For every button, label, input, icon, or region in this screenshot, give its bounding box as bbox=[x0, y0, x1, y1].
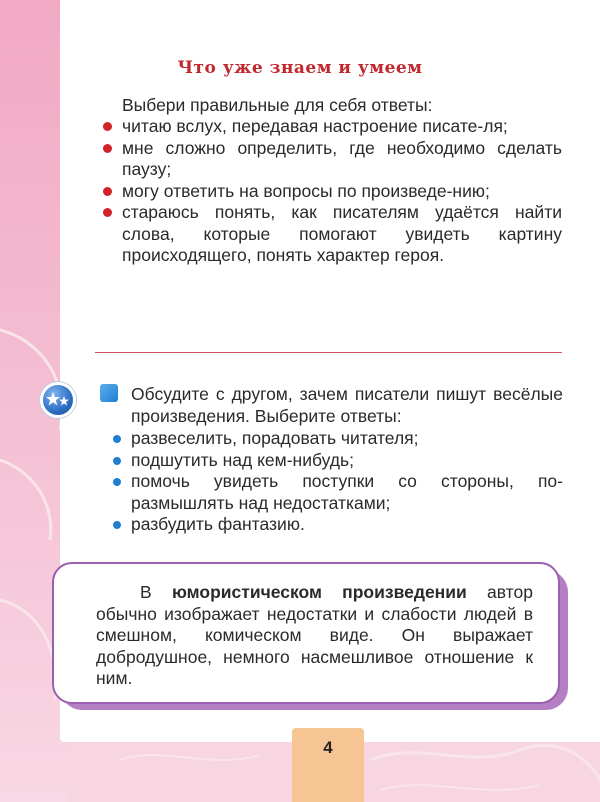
discussion-list bbox=[112, 428, 563, 536]
bullet-icon bbox=[103, 187, 112, 196]
list-item: мне сложно определить, где необходимо сделать паузу; bbox=[100, 138, 562, 181]
list-item: развеселить, порадовать читателя; bbox=[112, 428, 563, 450]
bullet-icon bbox=[113, 478, 121, 486]
list-item: разбудить фантазию. bbox=[112, 514, 563, 536]
page-number: 4 bbox=[323, 738, 333, 757]
bullet-icon bbox=[113, 521, 121, 529]
discussion-task: Обсудите с другом, зачем писатели пишут весёлые произведения. Выберите ответы: bbox=[131, 384, 563, 426]
definition-text: В юмористическом произведении автор обычно изображает недостатки и слабости людей в смешном, комическом виде. Он выражает добродушное, немного насмешливое отношение к ним. bbox=[96, 582, 533, 688]
list-item: читаю вслух, передавая настроение писате-ля; bbox=[100, 116, 562, 138]
bullet-icon bbox=[103, 144, 112, 153]
list-item: могу ответить на вопросы по произведе-нию; bbox=[100, 181, 562, 203]
bullet-icon bbox=[103, 122, 112, 131]
stars-badge-icon bbox=[40, 382, 76, 418]
section-divider bbox=[95, 352, 562, 353]
bullet-icon bbox=[113, 457, 121, 465]
list-item: стараюсь понять, как писателям удаётся найти слова, которые помогают увидеть картину происходящего, понять характер героя. bbox=[100, 202, 562, 267]
bullet-icon bbox=[113, 435, 121, 443]
bullet-icon bbox=[103, 208, 112, 217]
section-heading: Что уже знаем и умеем bbox=[177, 58, 423, 78]
list-item: помочь увидеть поступки со стороны, по-размышлять над недостатками; bbox=[112, 471, 563, 514]
definition-term: юмористическом произведении bbox=[171, 582, 467, 602]
blue-square-icon bbox=[100, 384, 118, 402]
self-check-intro: Выбери правильные для себя ответы: bbox=[122, 95, 433, 115]
list-item: подшутить над кем-нибудь; bbox=[112, 450, 563, 472]
star-icon bbox=[46, 391, 70, 409]
self-check-list bbox=[100, 116, 562, 267]
